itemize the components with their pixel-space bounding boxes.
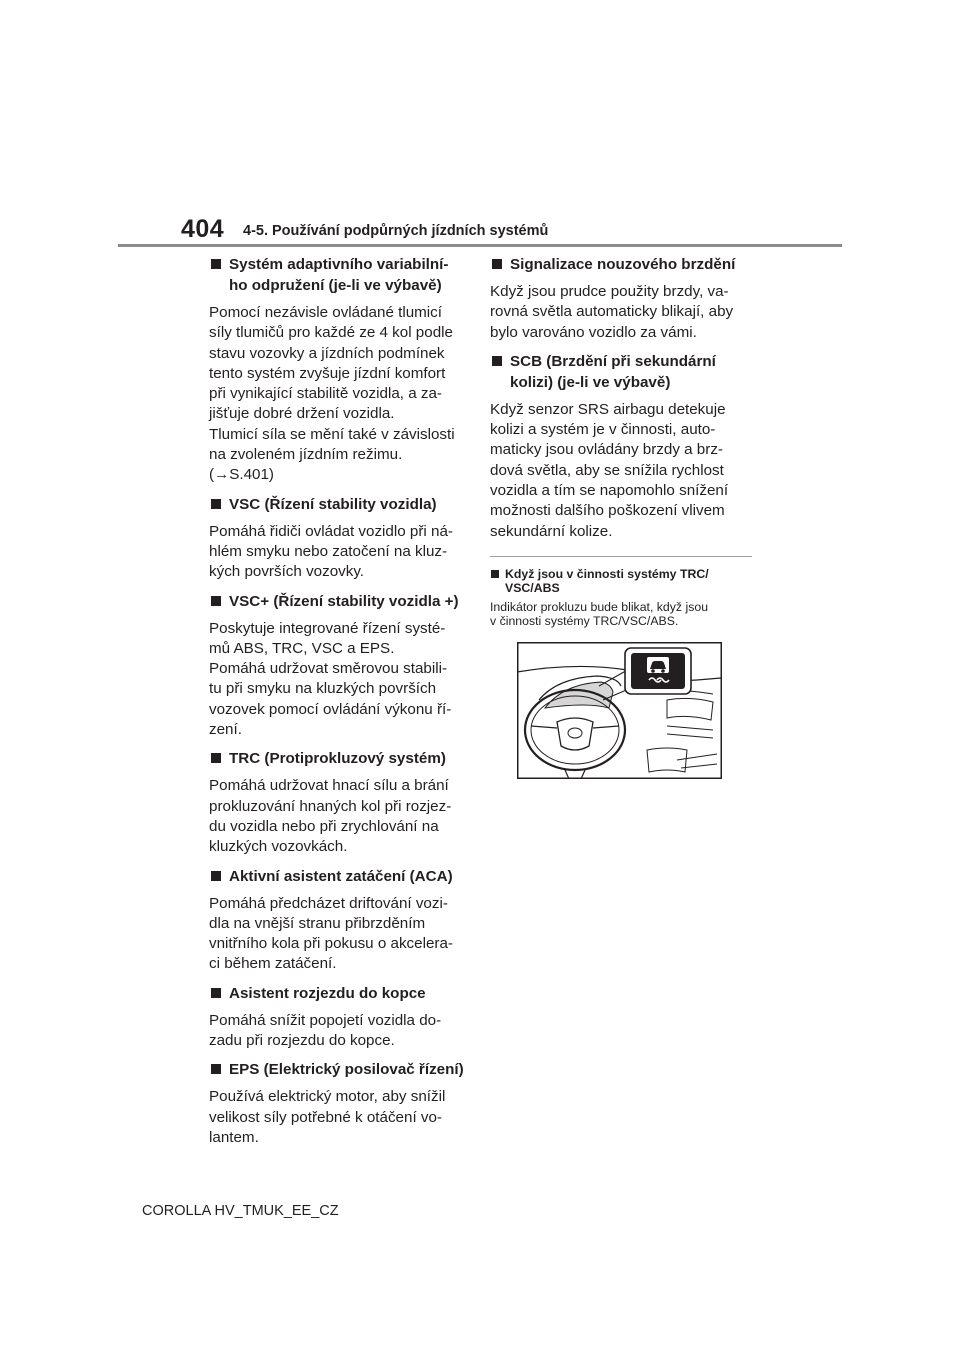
heading-text: SCB (Brzdění při sekundární kolizi) (je-li ve výbavě) bbox=[510, 352, 716, 391]
dashboard-illustration bbox=[517, 642, 722, 779]
section-text-adaptive-suspension: Pomocí nezávisle ovládané tlumicí síly tlumičů pro každé ze 4 kol podle stavu vozovky a jízdních podmínek tento systém zvyšuje jízdní komfort při vynikající stabilitě vozidla, a za- jišťuje dobré držení vozidla. Tlumicí síla se mění také v závislosti na zvoleném jízdním režimu. (→S.401) bbox=[209, 304, 455, 484]
left-column bbox=[209, 254, 471, 1156]
section-text-vsc: Pomáhá řidiči ovládat vozidlo při ná- hlém smyku nebo zatočení na kluz- kých površích vozovky. bbox=[209, 522, 453, 581]
chapter-title: 4-5. Používání podpůrných jízdních systémů bbox=[243, 223, 549, 239]
heading-text: VSC+ (Řízení stability vozidla +) bbox=[229, 592, 459, 610]
bullet-square-icon bbox=[491, 570, 499, 578]
section-heading-eps bbox=[209, 1059, 471, 1080]
section-text-emergency-brake-signal: Když jsou prudce použity brzdy, va- rovná světla automaticky blikají, aby bylo varováno vozidlo za vámi. bbox=[490, 283, 734, 341]
heading-text: Aktivní asistent zatáčení (ACA) bbox=[229, 867, 453, 885]
page-number: 404 bbox=[181, 215, 225, 243]
bullet-square-icon bbox=[211, 753, 221, 763]
bullet-square-icon bbox=[211, 499, 221, 509]
dashboard-figure bbox=[517, 642, 722, 779]
heading-text: EPS (Elektrický posilovač řízení) bbox=[229, 1061, 464, 1079]
section-text-scb: Když senzor SRS airbagu detekuje kolizi a systém je v činnosti, auto- maticky jsou ovládány brzdy a brz- dová světla, aby se snížila rychlost vozidla a tím se napomohlo snížení možnosti dalšího poškození vlivem sekundární kolize. bbox=[490, 400, 729, 540]
right-column bbox=[490, 254, 752, 779]
heading-text: TRC (Protiprokluzový systém) bbox=[229, 750, 446, 768]
bullet-square-icon bbox=[211, 259, 221, 269]
section-heading-scb bbox=[490, 351, 752, 393]
heading-text: Asistent rozjezdu do kopce bbox=[229, 984, 426, 1002]
section-heading-vsc bbox=[209, 494, 471, 515]
section-text-aca: Pomáhá předcházet driftování vozi- dla na vnější stranu přibrzděním vnitřního kola při pokusu o akcelera- ci během zatáčení. bbox=[209, 894, 453, 973]
bullet-square-icon bbox=[211, 988, 221, 998]
heading-text: VSC (Řízení stability vozidla) bbox=[229, 495, 437, 513]
note-separator bbox=[490, 556, 752, 557]
section-text-vsc-plus: Poskytuje integrované řízení systé- mů ABS, TRC, VSC a EPS. Pomáhá udržovat směrovou stabili- tu při smyku na kluzkých površích vozovek pomocí ovládání výkonu ří- zení. bbox=[209, 619, 452, 739]
note-text: Indikátor prokluzu bude blikat, když jsou v činnosti systémy TRC/VSC/ABS. bbox=[490, 599, 709, 628]
bullet-square-icon bbox=[211, 596, 221, 606]
section-text-eps: Používá elektrický motor, aby snížil velikost síly potřebné k otáčení vo- lantem. bbox=[209, 1088, 446, 1146]
section-heading-adaptive-suspension bbox=[209, 254, 471, 296]
section-heading-emergency-brake-signal bbox=[490, 254, 752, 275]
note-heading-text: Když jsou v činnosti systémy TRC/ VSC/ABS bbox=[505, 566, 709, 595]
bullet-square-icon bbox=[492, 356, 502, 366]
note-heading bbox=[490, 567, 752, 595]
section-heading-aca bbox=[209, 866, 471, 887]
heading-text: Signalizace nouzového brzdění bbox=[510, 256, 736, 273]
section-heading-hill-start bbox=[209, 983, 471, 1004]
section-text-hill-start: Pomáhá snížit popojetí vozidla do- zadu při rozjezdu do kopce. bbox=[209, 1011, 442, 1050]
section-heading-vsc-plus bbox=[209, 591, 471, 612]
section-heading-trc bbox=[209, 748, 471, 769]
bullet-square-icon bbox=[492, 259, 502, 269]
footer-model: COROLLA HV_TMUK_EE_CZ bbox=[142, 1203, 339, 1219]
bullet-square-icon bbox=[211, 1064, 221, 1074]
heading-text: Systém adaptivního variabilní- ho odpružení (je-li ve výbavě) bbox=[229, 256, 449, 294]
section-text-trc: Pomáhá udržovat hnací sílu a brání prokluzování hnaných kol při rozjez- du vozidla nebo při zrychlování na kluzkých vozovkách. bbox=[209, 777, 452, 856]
header-rule bbox=[118, 244, 842, 247]
bullet-square-icon bbox=[211, 871, 221, 881]
